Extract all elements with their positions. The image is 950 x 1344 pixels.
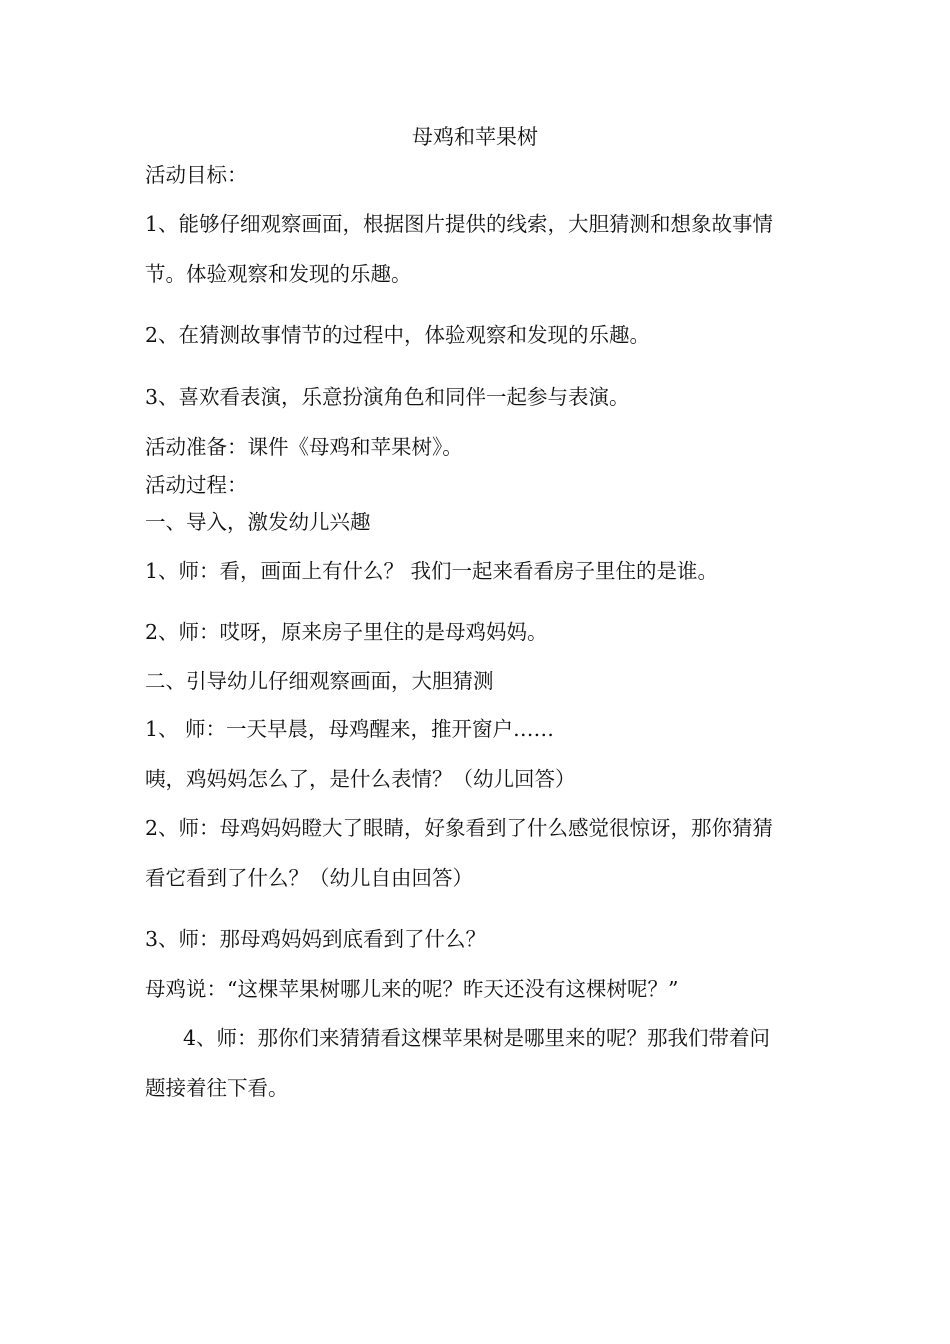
subsection-heading-2: 二、引导幼儿仔细观察画面，大胆猜测 xyxy=(145,669,494,693)
paragraph-line: 节。体验观察和发现的乐趣。 xyxy=(145,262,412,286)
subsection-heading-1: 一、导入，激发幼儿兴趣 xyxy=(145,510,371,534)
paragraph-line: 2、师：哎呀，原来房子里住的是母鸡妈妈。 xyxy=(145,620,548,644)
paragraph-line: 咦，鸡妈妈怎么了，是什么表情？（幼儿回答） xyxy=(145,767,576,791)
section-heading-goals: 活动目标： xyxy=(145,163,248,187)
section-heading-process: 活动过程： xyxy=(145,473,248,497)
paragraph-line: 2、师：母鸡妈妈瞪大了眼睛，好象看到了什么感觉很惊讶，那你猜猜 xyxy=(145,816,774,840)
paragraph-line: 2、在猜测故事情节的过程中，体验观察和发现的乐趣。 xyxy=(145,323,651,347)
paragraph-line: 1、师：看，画面上有什么？ 我们一起来看看房子里住的是谁。 xyxy=(145,559,719,583)
paragraph-line: 3、喜欢看表演，乐意扮演角色和同伴一起参与表演。 xyxy=(145,385,630,409)
document-title: 母鸡和苹果树 xyxy=(412,125,538,149)
paragraph-line: 母鸡说：“这棵苹果树哪儿来的呢？昨天还没有这棵树呢？” xyxy=(145,977,679,1001)
paragraph-line: 题接着往下看。 xyxy=(145,1076,289,1100)
paragraph-line: 4、师：那你们来猜猜看这棵苹果树是哪里来的呢？那我们带着问 xyxy=(183,1026,771,1050)
paragraph-line: 3、师：那母鸡妈妈到底看到了什么？ xyxy=(145,927,487,951)
paragraph-line: 看它看到了什么？（幼儿自由回答） xyxy=(145,866,473,890)
paragraph-line: 1、能够仔细观察画面，根据图片提供的线索，大胆猜测和想象故事情 xyxy=(145,212,774,236)
paragraph-line: 1、 师：一天早晨，母鸡醒来，推开窗户…… xyxy=(145,717,555,741)
section-heading-preparation: 活动准备：课件《母鸡和苹果树》。 xyxy=(145,435,463,459)
